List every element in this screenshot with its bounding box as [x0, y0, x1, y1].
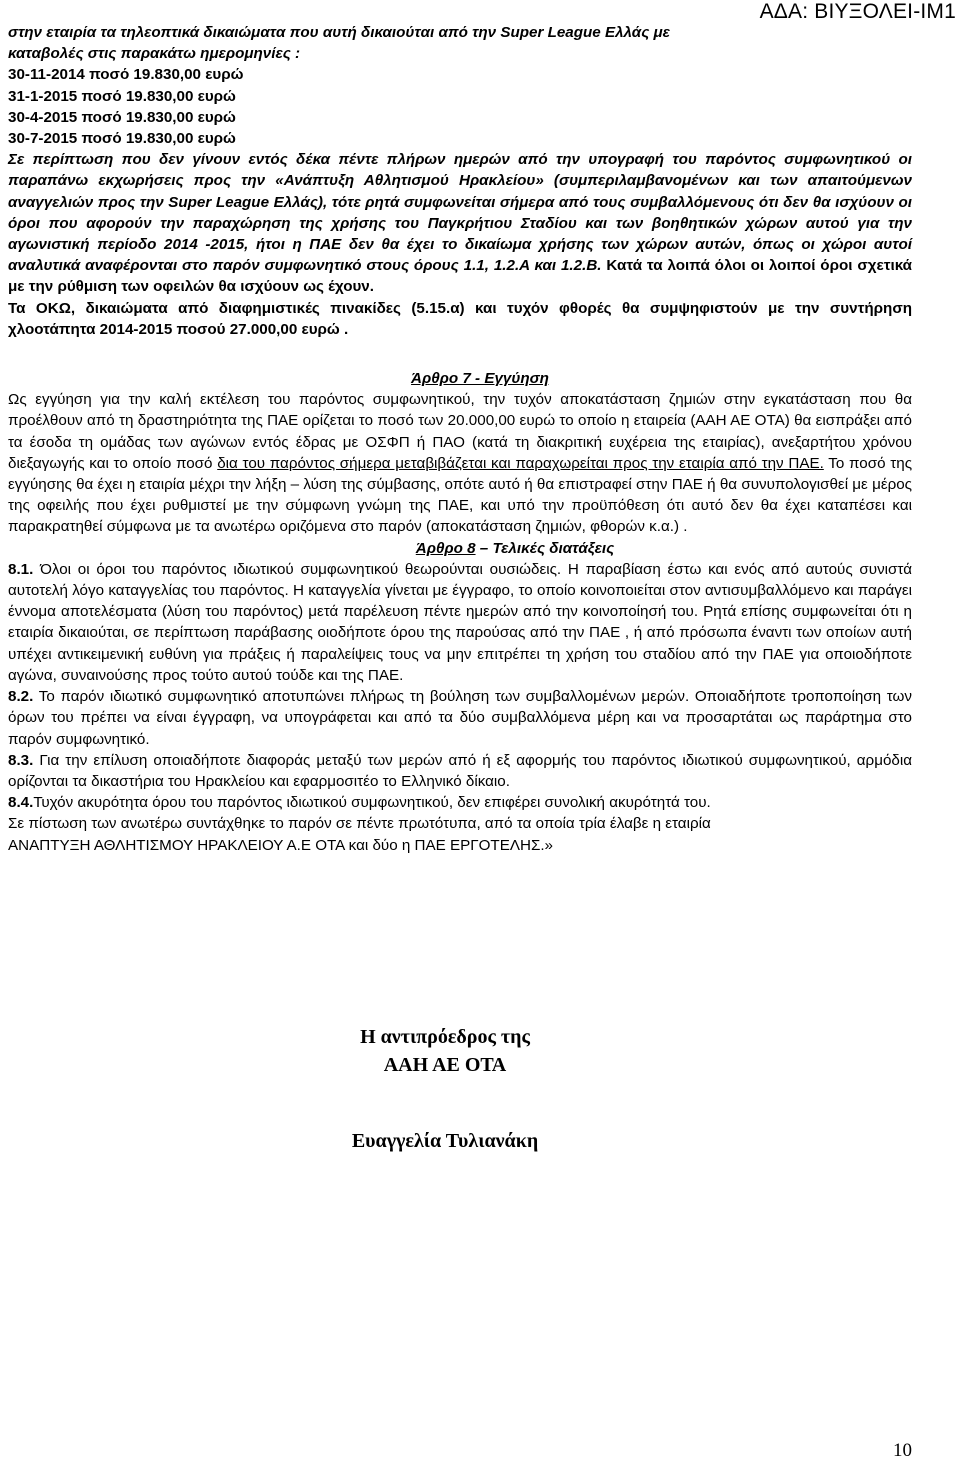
article-7-underlined: δια του παρόντος σήμερα μεταβιβάζεται και παραχωρείται προς την εταιρία από την ΠΑΕ.: [217, 454, 824, 472]
document-body: [8, 22, 913, 1152]
termination-clause: [8, 149, 912, 297]
intro-line-2: καταβολές στις παρακάτω ημερομηνίες :: [8, 45, 301, 63]
article-7-title: Άρθρο 7 - Εγγύηση: [411, 370, 549, 388]
section-8-4-number: 8.4.: [8, 794, 34, 812]
payment-line-2: 31-1-2015 ποσό 19.830,00 ευρώ: [8, 87, 236, 105]
section-8-3-number: 8.3.: [8, 751, 34, 769]
page-number: 10: [893, 1440, 912, 1461]
section-8-1-text: Όλοι οι όροι του παρόντος ιδιωτικού συμφωνητικού θεωρούνται ουσιώδεις. Η παραβίαση έστω και ενός από αυτούς συνιστά αυτοτελή λόγο καταγγελίας του παρόντος. Η καταγγελία γίνεται με έγγραφο, το οποίο κοινοποιείται στον αντισυμβαλλόμενο και παράγει έννομα αποτελέσματα (λύση του παρόντος) μετά παρέλευση πέντε ημερών από την κοινοποίησή του. Ρητά επίσης συμφωνείται ότι η εταιρία δικαιούται, σε περίπτωση παράβασης οιοδήποτε όρου της παρούσας από την ΠΑΕ , ή από πρόσωπα έναντι των οποίων αυτή υπέχει αντικειμενική ευθύνη για πράξεις ή παραλείψεις τους να μην επιτρέπει τη χρήση του σταδίου από την ΠΑΕ για οποιοδήποτε αγώνα, συναινούσης προς τούτο αυτού τούδε και της ΠΑΕ.: [8, 560, 912, 684]
article-7-body: [8, 389, 912, 537]
section-8-2-number: 8.2.: [8, 688, 34, 706]
article-8-title-prefix: Άρθρο 8: [415, 539, 476, 557]
termination-clause-main: Σε περίπτωση που δεν γίνουν εντός δέκα πέντε πλήρων ημερών από την υπογραφή του παρόντος συμφωνητικού οι παραπάνω εκχωρήσεις προς την «Ανάπτυξη Αθλητισμού Ηρακλείου» (συμπεριλαμβανομένων και των απαιτούμενων αναγγελιών προς την Super League Ελλάς), τότε ρητά συμφωνείται σήμερα από τους συμβαλλόμενους ότι δεν θα ισχύουν οι όροι που αφορούν την παραχώρηση της χρήσης του Παγκρήτιου Σταδίου και των βοηθητικών χώρων αυτού για την αγωνιστική περίοδο 2014 -2015, ήτοι η ΠΑΕ δεν θα έχει το δικαίωμα χρήσης των χώρων αυτών, όπως οι χώροι αυτοί αναλυτικά αναφέρονται στο παρόν συμφωνητικό στους όρους 1.1, 1.2.Α και 1.2.Β.: [8, 151, 912, 275]
section-8-2-text: Το παρόν ιδιωτικό συμφωνητικό αποτυπώνει πλήρως τη βούληση των συμβαλλομένων μερών. Οποιαδήποτε τροποποίηση των όρων του πρέπει να είναι έγγραφη, να υπογράφεται και από τα δύο συμβαλλόμενα μέρη και να προσαρτάται ως παράρτημα στο παρόν συμφωνητικό.: [8, 688, 912, 748]
oko-clause: Τα ΟΚΩ, δικαιώματα από διαφημιστικές πινακίδες (5.15.α) και τυχόν φθορές θα συμψηφιστούν με την συντήρηση χλοοτάπητα 2014-2015 ποσού 27.000,00 ευρώ .: [8, 299, 912, 338]
section-8-1-number: 8.1.: [8, 560, 34, 578]
article-8-title: [8, 538, 912, 559]
closing-line-2: ΑΝΑΠΤΥΞΗ ΑΘΛΗΤΙΣΜΟΥ ΗΡΑΚΛΕΙΟΥ Α.Ε ΟΤΑ και δύο η ΠΑΕ ΕΡΓΟΤΕΛΗΣ.»: [8, 836, 554, 854]
article-7-text-end: Το ποσό της εγγύησης θα έχει η εταιρία μέχρι την λήξη – λύση της σύμβασης, οπότε αυτό ή θα επιστραφεί στην ΠΑΕ ή θα συνυπολογισθεί με μέρος της οφειλής που έχει ρυθμιστεί με την σύμφωνη γνώμη της ΠΑΕ, και υπό την προϋπόθεση ότι αυτό δεν θα έχει καταπέσει και παρακρατηθεί σύμφωνα με τα ανωτέρω οριζόμενα στο παρόν (αποκατάσταση ζημιών, φθορών κ.α.) .: [8, 454, 913, 536]
section-8-4-text: Τυχόν ακυρότητα όρου του παρόντος ιδιωτικού συμφωνητικού, δεν επιφέρει συνολική ακυρότητά του.: [33, 794, 711, 812]
closing-line-1: Σε πίστωση των ανωτέρω συντάχθηκε το παρόν σε πέντε πρωτότυπα, από τα οποία τρία έλαβε η εταιρία: [8, 815, 711, 833]
article-7-text: Ως εγγύηση για την καλή εκτέλεση του παρόντος συμφωνητικού, την τυχόν αποκατάσταση ζημιών στην εγκατάσταση που θα προέλθουν από τη δραστηριότητα της ΠΑΕ ορίζεται το ποσό των 20.000,00 ευρώ το οποίο η εταιρεία (ΑΑΗ ΑΕ ΟΤΑ) θα εισπράξει από τα έσοδα τη ομάδας των αγώνων εντός έδρας με ΟΣΦΠ ή ΠΑΟ (κατά τη διακριτική ευχέρεια της εταιρίας), ανεξαρτήτου χρόνου διεξαγωγής και το οποίο ποσό: [8, 391, 912, 472]
ada-code: ΑΔΑ: ΒΙΥΞΟΛΕΙ-ΙΜ1: [759, 0, 956, 23]
section-8-3-text: Για την επίλυση οποιαδήποτε διαφοράς μεταξύ των μερών από ή εξ αφορμής του παρόντος ιδιωτικού συμφωνητικού, αρμόδια ορίζονται τα δικαστήρια του Ηρακλείου και εφαρμοσιτέο το Ελληνικό δίκαιο.: [8, 751, 912, 790]
payment-line-4: 30-7-2015 ποσό 19.830,00 ευρώ: [8, 130, 236, 148]
signatory-organization: ΑΑΗ ΑΕ ΟΤΑ: [383, 1054, 507, 1076]
payment-line-3: 30-4-2015 ποσό 19.830,00 ευρώ: [8, 108, 236, 126]
signatory-title: Η αντιπρόεδρος της: [360, 1026, 530, 1048]
remaining-terms: Κατά τα λοιπά όλοι οι λοιποί όροι σχετικά με την ρύθμιση των οφειλών θα ισχύουν ως έχουν.: [8, 257, 913, 296]
payment-line-1: 30-11-2014 ποσό 19.830,00 ευρώ: [8, 66, 244, 84]
intro-line-1: στην εταιρία τα τηλεοπτικά δικαιώματα που αυτή δικαιούται από την Super League Ελλάς με: [8, 24, 670, 41]
section-8-1: [8, 559, 912, 686]
section-8-4: [8, 792, 912, 813]
signatory-name: Ευαγγελία Τυλιανάκη: [351, 1130, 539, 1152]
section-8-2: [8, 686, 912, 750]
section-8-3: [8, 750, 912, 792]
article-8-title-suffix: – Τελικές διατάξεις: [475, 539, 615, 557]
